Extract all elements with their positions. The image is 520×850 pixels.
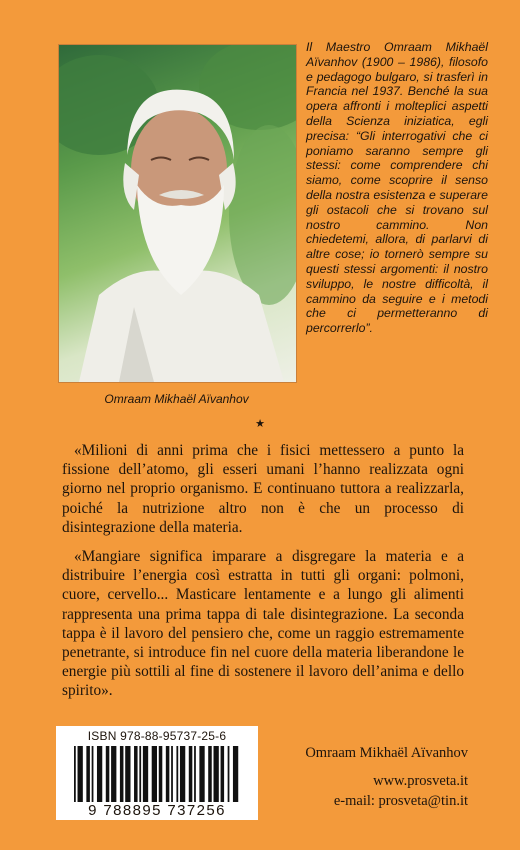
barcode-bar xyxy=(139,746,141,802)
publisher-contact xyxy=(334,771,468,811)
barcode-bar xyxy=(86,746,90,802)
barcode-bar xyxy=(97,746,102,802)
barcode-bar xyxy=(134,746,138,802)
photo-caption: Omraam Mikhaël Aïvanhov xyxy=(104,392,249,406)
barcode-bar xyxy=(194,746,196,802)
barcode-bar xyxy=(228,746,230,802)
barcode-bar xyxy=(78,746,83,802)
barcode-bar xyxy=(208,746,212,802)
quote-text-2: «Mangiare significa imparare a disgregare la materia e a distribuire l’energia così estratta in tutti gli organi: polmoni, cuore, cervello... Masticare lentamente e a lungo gli alimenti rappresenta una prima tappa di tale disintegrazione. La seconda tappa è il lavoro del pensiero che, come un raggio estremamente penetrante, si introduce fin nel cuore della materia liberandone le energie più sottili al fine di sostenere il lavoro dell’anima e dello spirito». xyxy=(62,548,464,700)
website-link[interactable]: www.prosveta.it xyxy=(373,773,468,789)
quote-author: Omraam Mikhaël Aïvanhov xyxy=(305,745,468,761)
ean-digits: 9 788895 737256 xyxy=(88,802,226,819)
barcode-bar xyxy=(233,746,238,802)
barcode-bar xyxy=(143,746,148,802)
barcode-bar xyxy=(120,746,124,802)
quote-text-1: «Milioni di anni prima che i fisici mettessero a punto la fissione dell’atomo, gli esseri umani l’hanno realizzata ogni giorno nel proprio organismo. E continuano tuttora a realizzarla, poiché la nutrizione altro non è che un processo di disintegrazione della materia. xyxy=(62,442,464,536)
quote-paragraph-1 xyxy=(62,441,464,537)
portrait-illustration xyxy=(59,45,296,382)
barcode-bar xyxy=(159,746,163,802)
barcode-bar xyxy=(92,746,94,802)
author-portrait xyxy=(58,44,297,383)
barcode-bar xyxy=(152,746,157,802)
barcode-bar xyxy=(189,746,193,802)
author-biography: Il Maestro Omraam Mikhaël Aïvanhov (1900 – 1986), filosofo e pedagogo bulgaro, si trasferì in Francia nel 1937. Benché la sua opera affronti i molteplici aspetti della Scienza iniziatica, egli precisa: “Gli interrogativi che ci poniamo saranno sempre gli stessi: come comprendere chi siamo, come scoprire il senso della nostra esistenza e superare gli ostacoli che si trovano sul nostro cammino. Non chiedetemi, allora, di parlarvi di altre cose; io tornerò sempre su questi stessi argomenti: il nostro sviluppo, le nostre difficoltà, il cammino da seguire e i metodi che ci permetteranno di percorrerlo”. xyxy=(306,40,488,336)
barcode-bar xyxy=(106,746,110,802)
barcode-bar xyxy=(74,746,76,802)
quote-paragraph-2 xyxy=(62,547,464,701)
barcode-bar xyxy=(180,746,185,802)
barcode-bar xyxy=(111,746,116,802)
barcode-bar xyxy=(199,746,204,802)
isbn-number: ISBN 978-88-95737-25-6 xyxy=(87,729,227,743)
email-link[interactable]: e-mail: prosveta@tin.it xyxy=(333,793,468,809)
barcode-bar xyxy=(176,746,178,802)
barcode-bar xyxy=(214,746,219,802)
barcode-bars xyxy=(74,746,240,802)
barcode-bar xyxy=(221,746,225,802)
barcode-bar xyxy=(171,746,173,802)
barcode-bar xyxy=(166,746,170,802)
barcode-panel xyxy=(56,726,258,820)
separator-star: ★ xyxy=(255,418,265,430)
barcode-bar xyxy=(125,746,130,802)
